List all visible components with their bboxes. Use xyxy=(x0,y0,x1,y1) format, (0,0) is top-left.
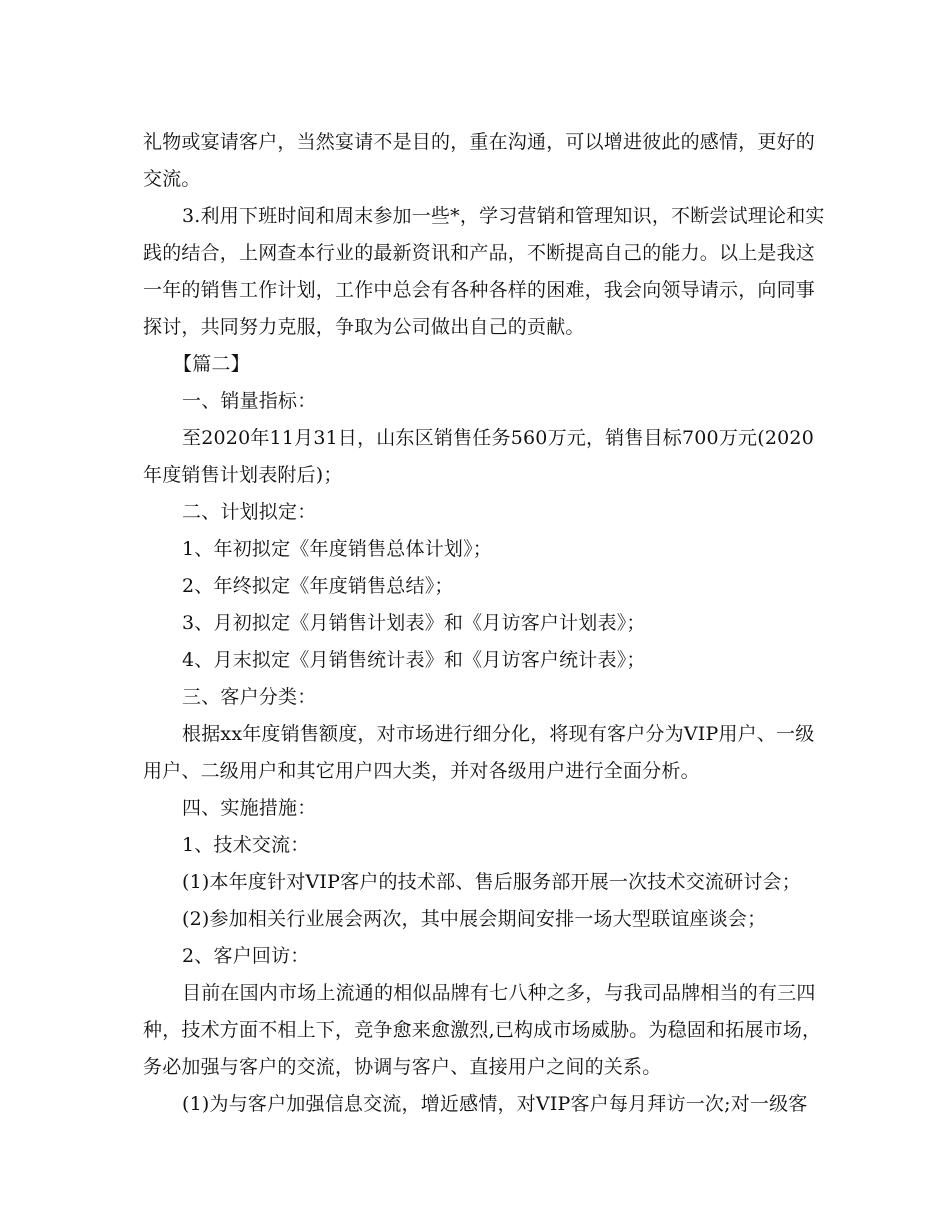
list-item: (1)本年度针对VIP客户的技术部、售后服务部开展一次技术交流研讨会； xyxy=(182,871,801,893)
paragraph-line: 一年的销售工作计划，工作中总会有各种各样的困难，我会向领导请示，向同事 xyxy=(143,279,816,301)
section-heading: 四、实施措施： xyxy=(182,797,317,819)
paragraph-line: 根据xx年度销售额度，对市场进行细分化，将现有客户分为VIP用户、一级 xyxy=(182,723,815,745)
paragraph-line: 3.利用下班时间和周末参加一些*，学习营销和管理知识，不断尝试理论和实 xyxy=(182,205,825,227)
list-item: (1)为与客户加强信息交流，增近感情，对VIP客户每月拜访一次;对一级客 xyxy=(182,1093,808,1115)
paragraph-line: 年度销售计划表附后)； xyxy=(143,464,343,486)
section-heading: 二、计划拟定： xyxy=(182,501,317,523)
list-item: 4、月末拟定《月销售统计表》和《月访客户统计表》； xyxy=(182,649,646,671)
paragraph-line: 践的结合，上网查本行业的最新资讯和产品，不断提高自己的能力。以上是我这 xyxy=(143,242,816,264)
paragraph-line: 至2020年11月31日，山东区销售任务560万元，销售目标700万元(2020 xyxy=(182,427,815,449)
paragraph-line: 用户、二级用户和其它用户四大类，并对各级用户进行全面分析。 xyxy=(143,760,700,782)
paragraph-line: 种，技术方面不相上下，竞争愈来愈激烈,已构成市场威胁。为稳固和拓展市场， xyxy=(143,1019,822,1041)
section-heading: 三、客户分类： xyxy=(182,686,317,708)
list-item: 1、年初拟定《年度销售总体计划》； xyxy=(182,538,492,560)
paragraph-line: 礼物或宴请客户，当然宴请不是目的，重在沟通，可以增进彼此的感情，更好的 xyxy=(143,131,816,153)
list-item: 3、月初拟定《月销售计划表》和《月访客户计划表》； xyxy=(182,612,646,634)
section-heading: 【篇二】 xyxy=(173,353,250,375)
paragraph-line: 目前在国内市场上流通的相似品牌有七八种之多，与我司品牌相当的有三四 xyxy=(182,982,816,1004)
list-item: 2、年终拟定《年度销售总结》； xyxy=(182,575,454,597)
section-heading: 一、销量指标： xyxy=(182,390,317,412)
paragraph-line: 交流。 xyxy=(143,168,201,190)
paragraph-line: 探讨，共同努力克服，争取为公司做出自己的贡献。 xyxy=(143,316,585,338)
paragraph-line: 务必加强与客户的交流，协调与客户、直接用户之间的关系。 xyxy=(143,1056,662,1078)
list-item: (2)参加相关行业展会两次，其中展会期间安排一场大型联谊座谈会； xyxy=(182,908,767,930)
subsection-heading: 1、技术交流： xyxy=(182,834,310,856)
subsection-heading: 2、客户回访： xyxy=(182,945,310,967)
